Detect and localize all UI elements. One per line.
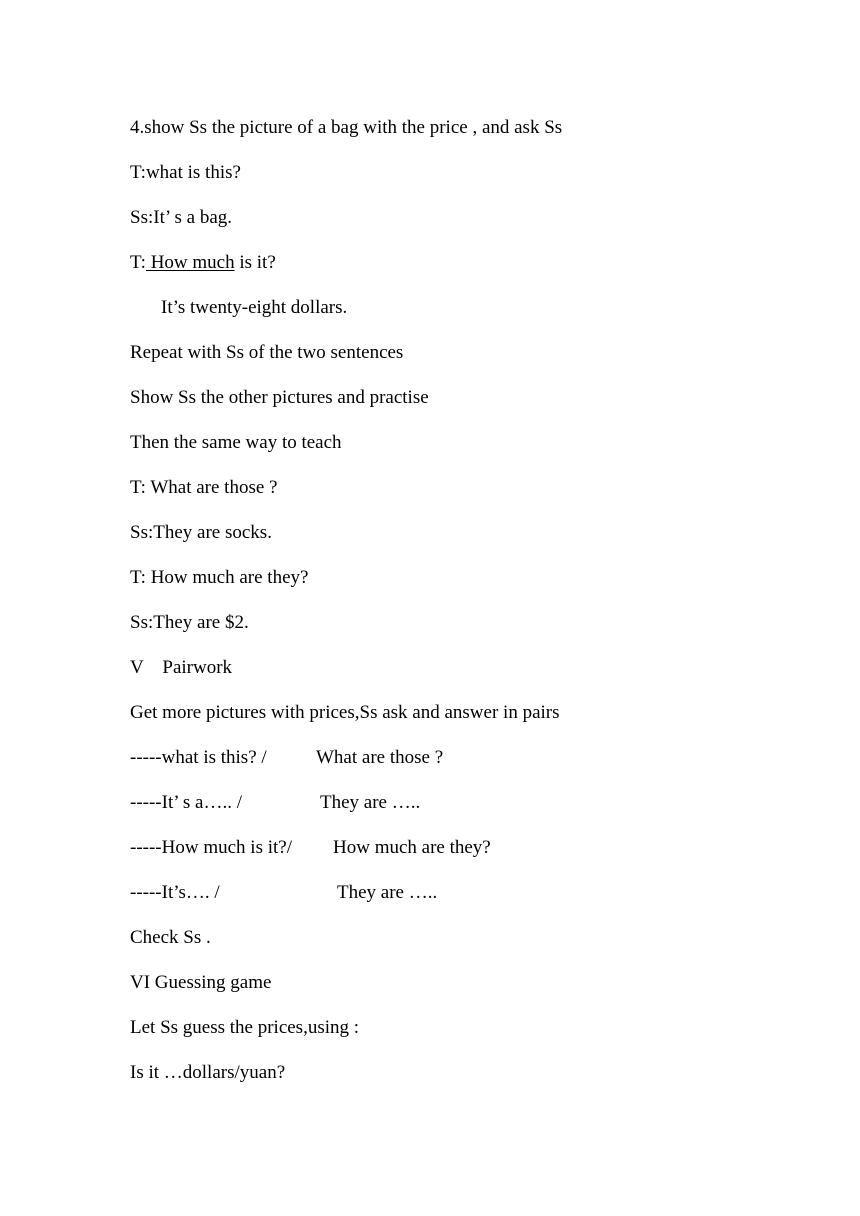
pairwork-line-a: -----It’ s a….. / — [130, 792, 243, 813]
paragraph-line: Repeat with Ss of the two sentences — [130, 342, 404, 363]
paragraph-line: Check Ss . — [130, 927, 211, 948]
pairwork-line — [130, 836, 491, 860]
speaker-label: T: — [130, 252, 146, 273]
dialogue-text: is it? — [234, 252, 276, 273]
underlined-phrase: How much — [145, 252, 235, 273]
paragraph-line: Get more pictures with prices,Ss ask and answer in pairs — [130, 702, 560, 723]
pairwork-line — [130, 746, 444, 770]
dialogue-line: Ss:They are socks. — [130, 522, 272, 543]
pairwork-line-b: They are ….. — [337, 882, 438, 903]
paragraph-line: Show Ss the other pictures and practise — [130, 387, 429, 408]
dialogue-line: It’s twenty-eight dollars. — [161, 297, 348, 318]
pairwork-line — [130, 881, 438, 905]
dialogue-line-how-much — [130, 251, 276, 275]
section-heading-guessing-game: VI Guessing game — [130, 972, 272, 993]
paragraph-line: Let Ss guess the prices,using : — [130, 1017, 360, 1038]
pairwork-line-a: -----How much is it?/ — [130, 837, 292, 858]
paragraph-line: Then the same way to teach — [130, 432, 342, 453]
paragraph-line: Is it …dollars/yuan? — [130, 1062, 286, 1083]
pairwork-line-b: They are ….. — [320, 792, 421, 813]
dialogue-line: T: How much are they? — [130, 567, 309, 588]
dialogue-line: Ss:They are $2. — [130, 612, 249, 633]
dialogue-line: T: What are those ? — [130, 477, 278, 498]
paragraph-step-4: 4.show Ss the picture of a bag with the price , and ask Ss — [130, 117, 563, 138]
pairwork-line-b: How much are they? — [333, 837, 491, 858]
pairwork-line-b: What are those ? — [316, 747, 444, 768]
pairwork-line — [130, 791, 421, 815]
section-heading-pairwork: V Pairwork — [130, 657, 233, 678]
pairwork-line-a: -----what is this? / — [130, 747, 267, 768]
dialogue-line: T:what is this? — [130, 162, 241, 183]
dialogue-line: Ss:It’ s a bag. — [130, 207, 233, 228]
pairwork-line-a: -----It’s…. / — [130, 882, 220, 903]
